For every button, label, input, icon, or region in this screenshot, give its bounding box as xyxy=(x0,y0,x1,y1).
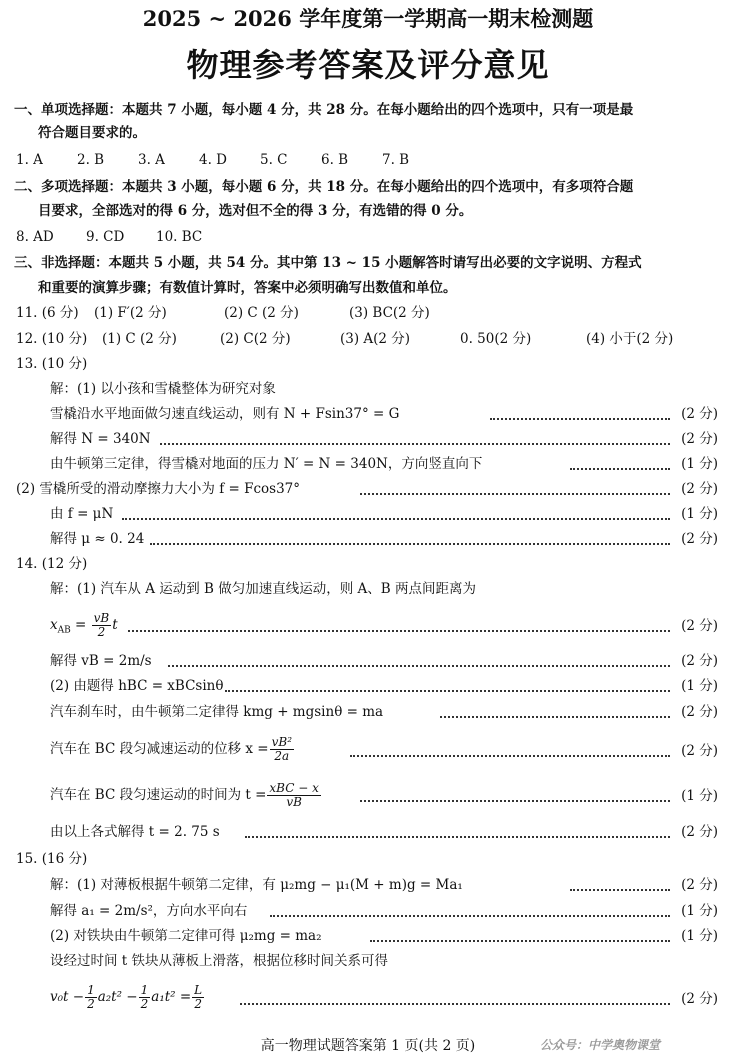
q15-points1: (2 分) xyxy=(681,877,718,893)
answer-4: 4. D xyxy=(199,152,227,168)
section2-heading-line1: 二、多项选择题：本题共 3 小题，每小题 6 分，共 18 分。在每小题给出的四个选项中，有多项符合题 xyxy=(14,179,634,195)
leader-dots xyxy=(360,493,670,495)
q11-part1: (1) F′(2 分) xyxy=(94,305,167,321)
answer-2: 2. B xyxy=(77,152,105,168)
q14-points6: (1 分) xyxy=(681,788,718,804)
watermark: 公众号：中学奥物课堂 xyxy=(540,1038,661,1052)
q13-line5: (2) 雪橇所受的滑动摩擦力大小为 f = Fcos37° xyxy=(16,481,301,497)
fraction-numerator: xBC − x xyxy=(269,781,319,795)
q12-part4: 0. 50(2 分) xyxy=(460,331,532,347)
fraction-numerator: 1 xyxy=(87,983,95,997)
q12-part3: (3) A(2 分) xyxy=(340,331,411,347)
leader-dots xyxy=(225,690,670,692)
q13-points5: (1 分) xyxy=(681,506,718,522)
q11-row xyxy=(16,304,430,322)
q13-points1: (2 分) xyxy=(681,406,718,422)
leader-dots xyxy=(245,836,670,838)
q13-points4: (2 分) xyxy=(681,481,718,497)
q13-label: 13. (10 分) xyxy=(16,356,88,372)
fraction xyxy=(139,984,151,1011)
q15-line3: (2) 对铁块由牛顿第二定律可得 μ₂mg = ma₂ xyxy=(50,928,322,944)
formula-text: a₂t² − xyxy=(97,989,138,1005)
q14-points3: (1 分) xyxy=(681,678,718,694)
q14-line3: 解得 vB = 2m/s xyxy=(50,653,152,669)
answer-1: 1. A xyxy=(16,152,43,168)
q15-line1: 解：(1) 对薄板根据牛顿第二定律，有 μ₂mg − μ₁(M + m)g = Ma₁ xyxy=(50,877,463,893)
leader-dots xyxy=(160,443,670,445)
q14-line1: 解：(1) 汽车从 A 运动到 B 做匀加速直线运动，则 A、B 两点间距离为 xyxy=(50,581,477,597)
q11-part2: (2) C (2 分) xyxy=(224,305,299,321)
answer-3: 3. A xyxy=(138,152,165,168)
q15-label: 15. (16 分) xyxy=(16,851,88,867)
leader-dots xyxy=(570,468,670,470)
fraction xyxy=(267,782,320,809)
q12-label: 12. (10 分) xyxy=(16,331,88,347)
answer-7: 7. B xyxy=(382,152,410,168)
leader-dots xyxy=(360,800,670,802)
q11-part3: (3) BC(2 分) xyxy=(349,305,430,321)
q14-line8: 由以上各式解得 t = 2. 75 s xyxy=(50,824,220,840)
leader-dots xyxy=(440,716,670,718)
q15-points3: (1 分) xyxy=(681,928,718,944)
q14-points1: (2 分) xyxy=(681,618,718,634)
answer-6: 6. B xyxy=(321,152,349,168)
q15-line5 xyxy=(50,984,205,1011)
q12-part2: (2) C(2 分) xyxy=(220,331,291,347)
fraction-denominator: 2 xyxy=(194,997,202,1011)
answer-8: 8. AD xyxy=(16,229,54,245)
q13-points2: (2 分) xyxy=(681,431,718,447)
q15-points2: (1 分) xyxy=(681,903,718,919)
fraction xyxy=(85,984,97,1011)
q13-points3: (1 分) xyxy=(681,456,718,472)
q14-points2: (2 分) xyxy=(681,653,718,669)
q14-line6 xyxy=(50,736,295,763)
leader-dots xyxy=(350,755,670,757)
formula-text: 汽车在 BC 段匀减速运动的位移 x = xyxy=(50,741,269,757)
leader-dots xyxy=(240,1003,670,1005)
section1-heading-line2: 符合题目要求的。 xyxy=(38,125,146,141)
q13-line2: 雪橇沿水平地面做匀速直线运动，则有 N + Fsin37° = G xyxy=(50,406,400,422)
q14-points4: (2 分) xyxy=(681,704,718,720)
leader-dots xyxy=(370,940,670,942)
section1-answers xyxy=(16,151,409,169)
q14-line7 xyxy=(50,782,322,809)
section3-heading-line2: 和重要的演算步骤；有数值计算时，答案中必须明确写出数值和单位。 xyxy=(38,280,457,296)
q15-line2: 解得 a₁ = 2m/s²，方向水平向右 xyxy=(50,903,248,919)
answer-5: 5. C xyxy=(260,152,288,168)
q14-points5: (2 分) xyxy=(681,743,718,759)
leader-dots xyxy=(490,418,670,420)
fraction-denominator: 2 xyxy=(97,625,106,639)
section3-heading-line1: 三、非选择题：本题共 5 小题，共 54 分。其中第 13 ~ 15 小题解答时请写出必要的文字说明、方程式 xyxy=(14,255,642,271)
fraction xyxy=(192,984,204,1011)
fraction-numerator: vB² xyxy=(271,735,293,749)
leader-dots xyxy=(168,665,670,667)
leader-dots xyxy=(150,543,670,545)
section2-answers xyxy=(16,228,202,246)
fraction-numerator: L xyxy=(194,983,203,997)
q11-label: 11. (6 分) xyxy=(16,305,79,321)
fraction-numerator: 1 xyxy=(140,983,149,997)
formula-var: t xyxy=(112,617,118,633)
q13-line6: 由 f = μN xyxy=(50,506,114,522)
fraction-denominator: vB xyxy=(286,795,302,809)
document-title: 物理参考答案及评分意见 xyxy=(186,46,550,84)
page-footer: 高一物理试题答案第 1 页(共 2 页) xyxy=(260,1038,476,1054)
q15-line4: 设经过时间 t 铁块从薄板上滑落，根据位移时间关系可得 xyxy=(50,953,389,969)
section1-heading-line1: 一、单项选择题：本题共 7 小题，每小题 4 分，共 28 分。在每小题给出的四个选项中，只有一项是最 xyxy=(14,102,634,118)
q12-part5: (4) 小于(2 分) xyxy=(586,331,674,347)
leader-dots xyxy=(570,889,670,891)
answer-9: 9. CD xyxy=(86,229,125,245)
formula-text: v₀t − xyxy=(50,989,85,1005)
section2-heading-line2: 目要求，全部选对的得 6 分，选对但不全的得 3 分，有选错的得 0 分。 xyxy=(38,203,473,219)
q15-points4: (2 分) xyxy=(681,991,718,1007)
formula-eq: = xyxy=(70,617,91,633)
exam-title: 2025 ~ 2026 学年度第一学期高一期末检测题 xyxy=(142,6,594,31)
formula-text: 汽车在 BC 段匀速运动的时间为 t = xyxy=(50,787,267,803)
q14-line2 xyxy=(50,612,118,640)
q14-line4: (2) 由题得 hBC = xBCsinθ xyxy=(50,678,224,694)
formula-var: x xyxy=(50,617,58,633)
q14-label: 14. (12 分) xyxy=(16,556,88,572)
fraction-numerator: vB xyxy=(93,611,110,625)
answer-10: 10. BC xyxy=(156,229,203,245)
q13-line3: 解得 N = 340N xyxy=(50,431,151,447)
fraction-denominator: 2a xyxy=(274,749,290,763)
leader-dots xyxy=(270,915,670,917)
leader-dots xyxy=(128,630,670,632)
fraction xyxy=(270,736,294,763)
fraction xyxy=(92,612,112,639)
q12-row xyxy=(16,330,673,348)
formula-sub: AB xyxy=(57,625,71,636)
formula-text: a₁t² = xyxy=(151,989,192,1005)
q13-line1: 解：(1) 以小孩和雪橇整体为研究对象 xyxy=(50,381,276,397)
q13-line4: 由牛顿第三定律，得雪橇对地面的压力 N′ = N = 340N，方向竖直向下 xyxy=(50,456,483,472)
q13-points6: (2 分) xyxy=(681,531,718,547)
q14-points7: (2 分) xyxy=(681,824,718,840)
fraction-denominator: 2 xyxy=(87,997,95,1011)
q13-line7: 解得 μ ≈ 0. 24 xyxy=(50,531,145,547)
leader-dots xyxy=(122,518,670,520)
fraction-denominator: 2 xyxy=(140,997,149,1011)
q12-part1: (1) C (2 分) xyxy=(102,331,177,347)
q14-line5: 汽车刹车时，由牛顿第二定律得 kmg + mgsinθ = ma xyxy=(50,704,384,720)
